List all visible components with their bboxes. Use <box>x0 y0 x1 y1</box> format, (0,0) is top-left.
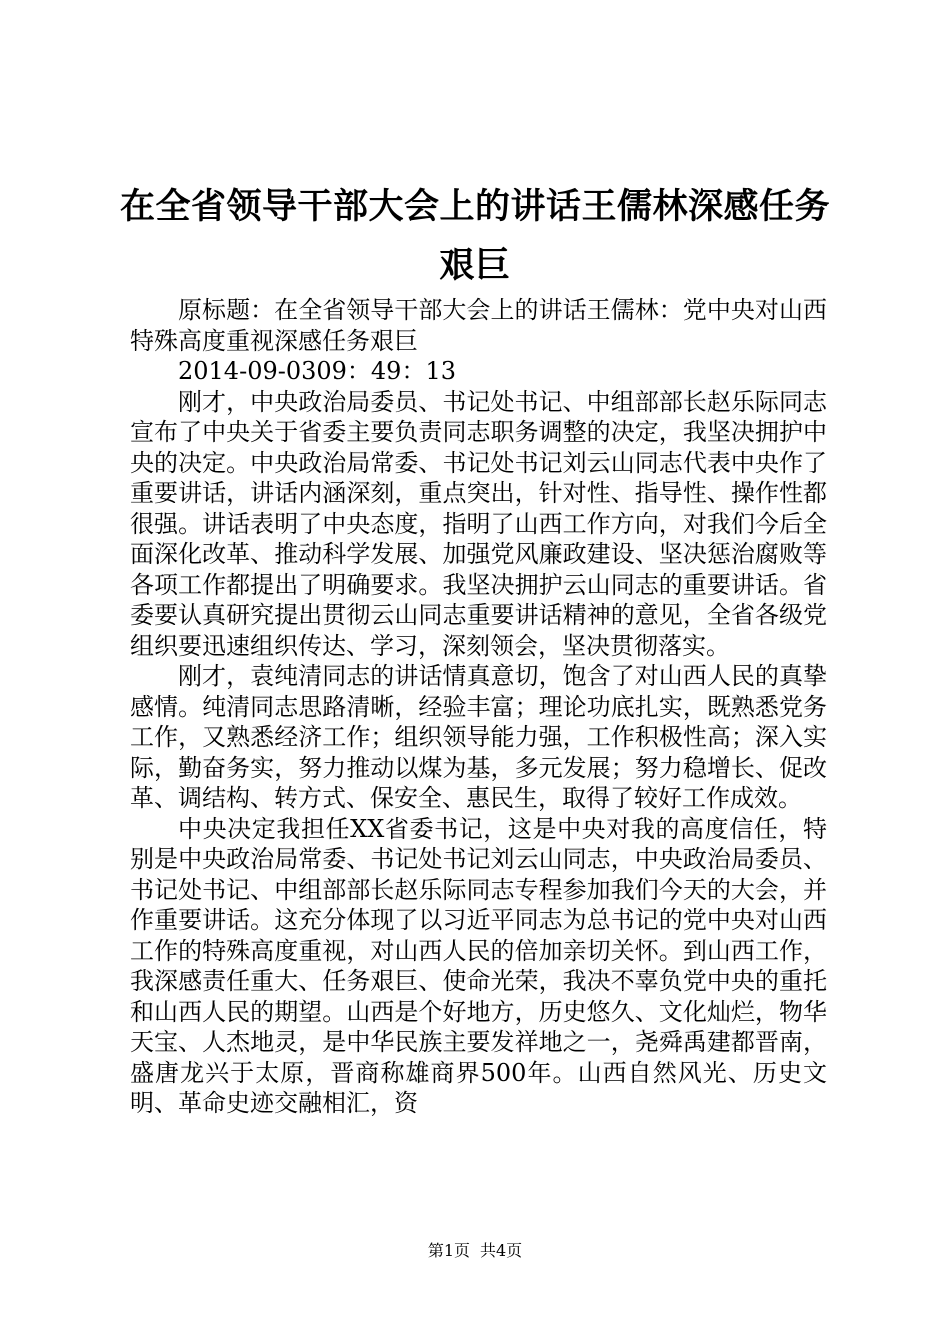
paragraph-1: 刚才，中央政治局委员、书记处书记、中组部部长赵乐际同志宣布了中央关于省委主要负责同志职务调整的决定，我坚决拥护中央的决定。中央政治局常委、书记处书记刘云山同志代表中央作了重要讲话，讲话内涵深刻，重点突出，针对性、指导性、操作性都很强。讲话表明了中央态度，指明了山西工作方向，对我们今后全面深化改革、推动科学发展、加强党风廉政建设、坚决惩治腐败等各项工作都提出了明确要求。我坚决拥护云山同志的重要讲话。省委要认真研究提出贯彻云山同志重要讲话精神的意见，全省各级党组织要迅速组织传达、学习，深刻领会，坚决贯彻落实。 <box>130 387 827 660</box>
timestamp-line: 2014-09-0309：49：13 <box>178 357 456 385</box>
document-title: 在全省领导干部大会上的讲话王儒林深感任务艰巨 <box>120 187 831 286</box>
paragraph-2: 刚才，袁纯清同志的讲话情真意切，饱含了对山西人民的真挚感情。纯清同志思路清晰，经验丰富；理论功底扎实，既熟悉党务工作，又熟悉经济工作；组织领导能力强，工作积极性高；深入实际，勤奋务实，努力推动以煤为基，多元发展；努力稳增长、促改革、调结构、转方式、保安全、惠民生，取得了较好工作成效。 <box>130 662 827 812</box>
page-footer <box>0 1241 950 1261</box>
page-total: 共4页 <box>480 1241 523 1260</box>
paragraph-3: 中央决定我担任XX省委书记，这是中央对我的高度信任，特别是中央政治局常委、书记处书记刘云山同志，中央政治局委员、书记处书记、中组部部长赵乐际同志专程参加我们今天的大会，并作重要讲话。这充分体现了以习近平同志为总书记的党中央对山西工作的特殊高度重视，对山西人民的倍加亲切关怀。到山西工作，我深感责任重大、任务艰巨、使命光荣，我决不辜负党中央的重托和山西人民的期望。山西是个好地方，历史悠久、文化灿烂，物华天宝、人杰地灵，是中华民族主要发祥地之一，尧舜禹建都晋南，盛唐龙兴于太原，晋商称雄商界500年。山西自然风光、历史文明、革命史迹交融相汇，资 <box>130 814 827 1117</box>
page-number: 第1页 <box>427 1241 470 1260</box>
original-title-line: 原标题：在全省领导干部大会上的讲话王儒林：党中央对山西特殊高度重视深感任务艰巨 <box>130 296 827 355</box>
document-body <box>130 295 827 1119</box>
